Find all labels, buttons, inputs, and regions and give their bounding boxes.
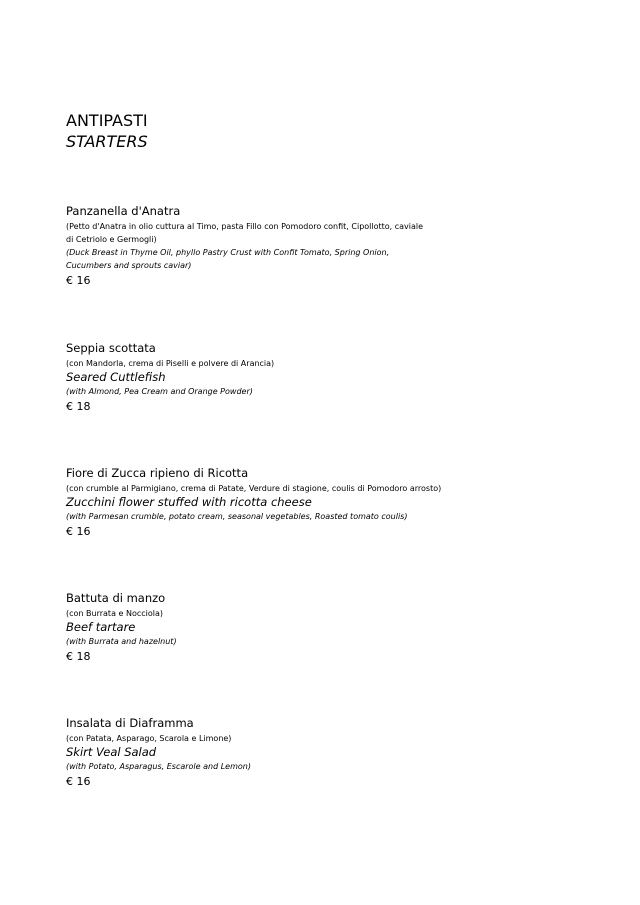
dish-name-italian: Seppia scottata <box>66 341 156 355</box>
dish-name-english: Zucchini flower stuffed with ricotta cheese <box>66 495 312 509</box>
dish-name-italian: Insalata di Diaframma <box>66 716 194 730</box>
dish-description-italian: (con Mandorla, crema di Piselli e polvere di Arancia) <box>66 359 275 368</box>
dish-price: € 16 <box>66 274 91 287</box>
dish-name-english: Beef tartare <box>66 620 136 634</box>
dish-description-english: (Duck Breast in Thyme Oil, phyllo Pastry Crust with Confit Tomato, Spring Onion, Cucumbers and sprouts caviar) <box>66 248 390 270</box>
section-title-english: STARTERS <box>66 132 148 151</box>
menu-item <box>66 716 536 790</box>
menu-item <box>66 204 426 289</box>
dish-price: € 18 <box>66 650 91 663</box>
dish-name-english: Seared Cuttlefish <box>66 370 166 384</box>
menu-item <box>66 341 536 415</box>
dish-description-english: (with Burrata and hazelnut) <box>66 637 177 646</box>
section-title-italian: ANTIPASTI <box>66 111 148 130</box>
dish-description-italian: (con Burrata e Nocciola) <box>66 609 164 618</box>
dish-description-english: (with Almond, Pea Cream and Orange Powder) <box>66 387 253 396</box>
menu-item <box>66 466 536 540</box>
dish-description-italian: (con Patata, Asparago, Scarola e Limone) <box>66 734 232 743</box>
dish-name-english: Skirt Veal Salad <box>66 745 157 759</box>
dish-name-italian: Fiore di Zucca ripieno di Ricotta <box>66 466 249 480</box>
dish-description-english: (with Potato, Asparagus, Escarole and Lemon) <box>66 762 251 771</box>
dish-description-italian: (con crumble al Parmigiano, crema di Patate, Verdure di stagione, coulis di Pomodoro arrosto) <box>66 484 442 493</box>
dish-name-italian: Panzanella d'Anatra <box>66 204 181 218</box>
section-heading <box>66 110 148 152</box>
dish-description-english: (with Parmesan crumble, potato cream, seasonal vegetables, Roasted tomato coulis) <box>66 512 408 521</box>
dish-name-italian: Battuta di manzo <box>66 591 166 605</box>
dish-price: € 16 <box>66 525 91 538</box>
dish-price: € 18 <box>66 400 91 413</box>
menu-item <box>66 591 536 665</box>
dish-description-italian: (Petto d'Anatra in olio cuttura al Timo, pasta Fillo con Pomodoro confit, Cipollotto, caviale di Cetriolo e Germogli) <box>66 222 424 244</box>
dish-price: € 16 <box>66 775 91 788</box>
